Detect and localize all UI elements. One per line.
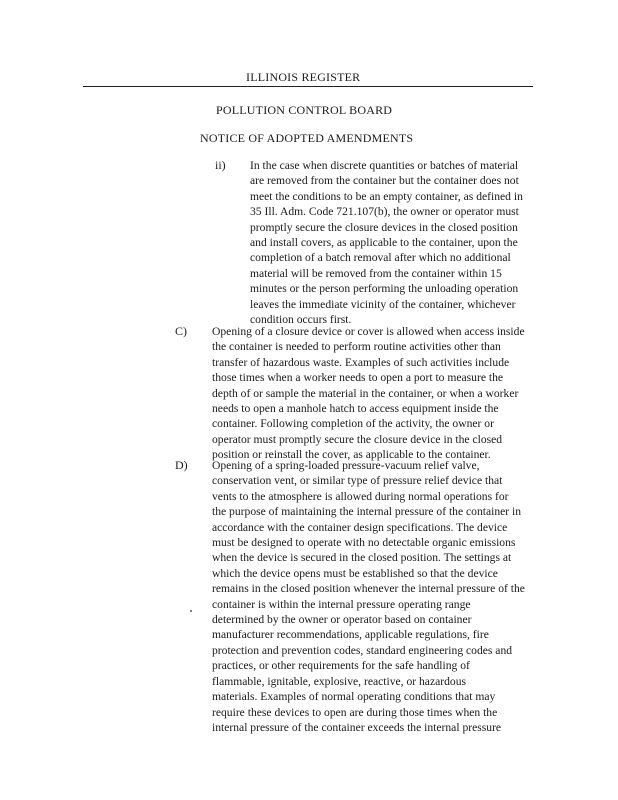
paragraph-line: practices, or other requirements for the safe handling of [212, 659, 470, 673]
paragraph-line: the purpose of maintaining the internal pressure of the container in [212, 505, 522, 519]
paragraph-line: operator must promptly secure the closure device in the closed [212, 432, 503, 446]
paragraph-line: promptly secure the closure devices in the closed position [250, 220, 518, 234]
paragraph-line: leaves the immediate vicinity of the container, whichever [250, 297, 516, 311]
scan-speck [190, 610, 192, 612]
section-paragraph-c [212, 324, 542, 463]
section-marker-d: D) [175, 458, 188, 472]
paragraph-line: manufacturer recommendations, applicable regulations, fire [212, 628, 489, 642]
paragraph-line: internal pressure of the container exceeds the internal pressure [212, 720, 502, 734]
paragraph-line: protection and prevention codes, standard engineering codes and [212, 643, 513, 657]
paragraph-line: remains in the closed position whenever the internal pressure of the [212, 582, 525, 596]
paragraph-line: Opening of a spring-loaded pressure-vacuum relief valve, [212, 459, 480, 472]
paragraph-line: materials. Examples of normal operating conditions that may [212, 690, 496, 704]
paragraph-line: minutes or the person performing the unloading operation [250, 282, 519, 296]
paragraph-line: transfer of hazardous waste. Examples of such activities include [212, 355, 510, 369]
board-title: POLLUTION CONTROL BOARD [216, 103, 393, 117]
paragraph-line: conservation vent, or similar type of pressure relief device that [212, 474, 503, 488]
paragraph-line: meet the conditions to be an empty container, as defined in [250, 189, 523, 203]
section-marker-ii: ii) [215, 158, 226, 172]
paragraph-line: In the case when discrete quantities or batches of material [250, 159, 519, 172]
paragraph-line: Opening of a closure device or cover is allowed when access inside [212, 325, 525, 338]
paragraph-line: position or reinstall the cover, as applicable to the container. [212, 448, 491, 462]
register-title: ILLINOIS REGISTER [246, 70, 361, 84]
paragraph-line: when the device is secured in the closed position. The settings at [212, 551, 512, 565]
paragraph-line: those times when a worker needs to open a port to measure the [212, 371, 504, 385]
paragraph-line: flammable, ignitable, explosive, reactive, or hazardous [212, 674, 466, 688]
paragraph-line: container. Following completion of the activity, the owner or [212, 417, 494, 431]
paragraph-line: accordance with the container design specifications. The device [212, 520, 508, 534]
paragraph-line: the container is needed to perform routine activities other than [212, 340, 501, 354]
paragraph-line: container is within the internal pressure operating range [212, 597, 471, 611]
paragraph-line: and install covers, as applicable to the container, upon the [250, 236, 518, 250]
header-rule [83, 86, 533, 87]
paragraph-line: require these devices to open are during those times when the [212, 705, 498, 719]
paragraph-line: must be designed to operate with no detectable organic emissions [212, 536, 516, 550]
section-marker-c: C) [175, 324, 187, 338]
paragraph-line: material will be removed from the container within 15 [250, 266, 502, 280]
paragraph-line: are removed from the container but the container does not [250, 174, 519, 188]
paragraph-line: completion of a batch removal after which no additional [250, 251, 511, 265]
paragraph-line: vents to the atmosphere is allowed during normal operations for [212, 489, 509, 503]
section-paragraph-ii [250, 158, 550, 327]
paragraph-line: depth of or sample the material in the container, or when a worker [212, 386, 519, 400]
paragraph-line: determined by the owner or operator based on container [212, 613, 472, 627]
paragraph-line: condition occurs first. [250, 313, 352, 327]
paragraph-line: which the device opens must be established so that the device [212, 566, 498, 580]
paragraph-line: needs to open a manhole hatch to access equipment inside the [212, 402, 499, 416]
notice-title: NOTICE OF ADOPTED AMENDMENTS [200, 131, 414, 145]
paragraph-line: 35 Ill. Adm. Code 721.107(b), the owner or operator must [250, 205, 519, 219]
section-paragraph-d [212, 458, 542, 735]
